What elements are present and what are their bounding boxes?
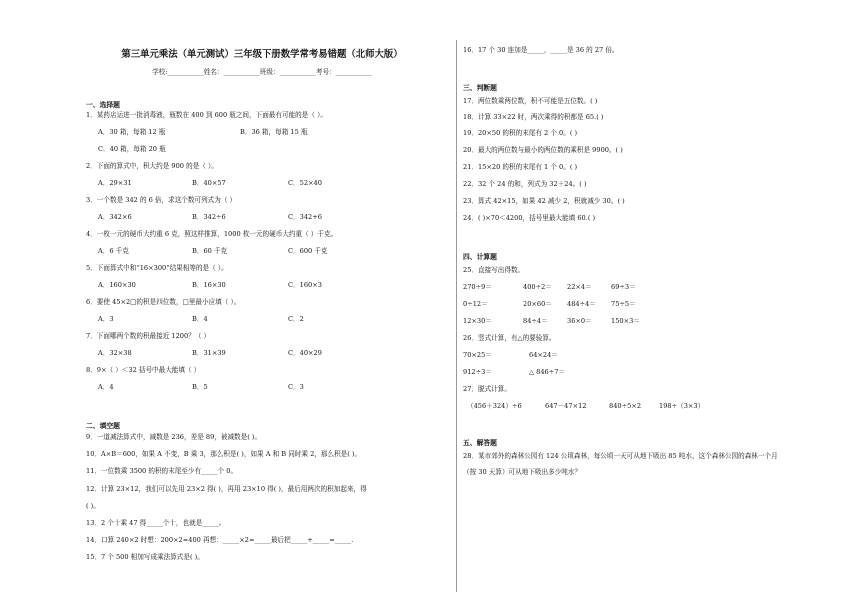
question-12: 12．计算 23×12，我们可以先用 23×2 得( )，再用 23×10 得( )，最后用两次的积加起来，得	[86, 485, 367, 493]
question-18: 18．计算 33×22 时，两次乘得的积都是 65.( )	[463, 113, 604, 121]
q7-option-b: B．31×39	[192, 349, 226, 357]
q3-option-c: C．342+6	[288, 213, 322, 221]
question-12-continued: ( )。	[86, 502, 100, 510]
question-28-continued: （按 30 天算）可从地下吸出多少吨水？	[463, 468, 582, 476]
step-calc-row	[467, 402, 704, 411]
calc-item: 0÷12＝	[463, 300, 488, 308]
step-calc-item: （456＋324）÷6	[467, 402, 522, 410]
student-info-line: 学校:___________姓名：___________班级：___________考号：___________	[152, 68, 372, 76]
q8-option-c: C．3	[288, 383, 304, 391]
q1-option-b: B．36 箱，每箱 15 瓶	[240, 128, 308, 136]
q7-option-a: A．32×38	[98, 349, 132, 357]
question-14: 14．口算 240×2 时想：200×2=400 再想：_____×2=_____最后把_____+_____=_____.	[86, 536, 354, 544]
question-21: 21．15×20 的积的末尾有 1 个 0。( )	[463, 163, 578, 171]
question-10: 10．A×B＝600，如果 A 不变，B 乘 3，那么积是( )，如果 A 和 B 同时乘 2，那么积是( )。	[86, 450, 362, 458]
section-heading-choice: 一、选择题	[86, 101, 120, 109]
q6-option-c: C．2	[288, 315, 304, 323]
section-heading-solve: 五、解答题	[463, 439, 497, 447]
step-calc-item: 840÷5×2	[609, 402, 642, 410]
calc-item: 20×60＝	[523, 300, 552, 308]
question-16: 16．17 个 30 连加是_____，_____是 36 的 27 倍。	[463, 46, 619, 54]
question-24: 24．( )×70＜4200，括号里最大能填 60.( )	[463, 214, 596, 222]
calc-item: 484÷4＝	[567, 300, 596, 308]
q3-option-b: B．342÷6	[192, 213, 226, 221]
question-2: 2．下面的算式中，积大约是 900 的是（ ）。	[86, 162, 218, 170]
question-28: 28．某市郊外的森林公园有 124 公顷森林，每公顷一天可从地下吸出 85 吨水，这个森林公园的森林一个月	[463, 452, 778, 460]
q6-option-b: B．4	[192, 315, 208, 323]
calc-item: 400÷2＝	[523, 283, 552, 291]
q3-option-a: A．342×6	[98, 213, 132, 221]
question-19: 19．20×50 的积的末尾有 2 个 0。( )	[463, 129, 578, 137]
q2-option-b: B．40×57	[192, 179, 226, 187]
q1-option-a: A．30 箱，每箱 12 瓶	[98, 128, 166, 136]
q4-option-b: B．60 千克	[192, 247, 228, 255]
q7-option-c: C．40×29	[288, 349, 322, 357]
question-3: 3．一个数是 342 的 6 倍，求这个数可列式为（ ）	[86, 196, 237, 204]
calc-item: 150×3＝	[611, 317, 640, 325]
q8-option-a: A．4	[98, 383, 114, 391]
calc-row	[463, 283, 636, 292]
calc-item: 75÷5＝	[611, 300, 636, 308]
column-divider	[456, 40, 457, 592]
vertical-calc-item: 912÷3＝	[463, 368, 492, 376]
q4-option-a: A．6 千克	[98, 247, 129, 255]
calc-item: 22×4＝	[567, 283, 592, 291]
question-5: 5．下面算式中和“16×300”结果相等的是（ ）。	[86, 264, 228, 272]
q5-option-b: B．16×30	[192, 281, 226, 289]
question-4: 4．一枚一元的硬币大约重 6 克，照这样推算，1000 枚一元的硬币大约重（ ）千克。	[86, 230, 338, 238]
q6-option-a: A．3	[98, 315, 114, 323]
question-8: 8．9×（ ）＜32 括号中最大能填（ ）	[86, 366, 201, 374]
calc-item: 84÷4＝	[523, 317, 548, 325]
question-17: 17．两位数乘两位数，积不可能是五位数。( )	[463, 97, 598, 105]
vertical-calc-row	[463, 351, 558, 360]
q5-option-c: C．160×3	[288, 281, 322, 289]
question-25: 25．直接写出得数。	[463, 266, 525, 274]
question-7: 7．下面哪两个数的积最接近 1200？（ ）	[86, 332, 211, 340]
q2-option-c: C．52×40	[288, 179, 322, 187]
question-26: 26．竖式计算，有△的要验算。	[463, 334, 556, 342]
step-calc-item: 198÷（3×3）	[659, 402, 705, 410]
q4-option-c: C．600 千克	[288, 247, 328, 255]
page-title: 第三单元乘法（单元测试）三年级下册数学常考易错题（北师大版）	[121, 49, 403, 60]
step-calc-item: 647－47×12	[545, 402, 587, 410]
calc-item: 12×30＝	[463, 317, 492, 325]
section-heading-fill: 二、填空题	[86, 422, 120, 430]
vertical-calc-row	[463, 368, 565, 377]
section-heading-judge: 三、判断题	[463, 84, 497, 92]
question-11: 11．一位数乘 3500 的积的末尾至少有_____个 0。	[86, 467, 238, 475]
vertical-calc-item: 64×24＝	[529, 351, 558, 359]
q5-option-a: A．160×30	[98, 281, 136, 289]
calc-row	[463, 300, 636, 309]
section-heading-calc: 四、计算题	[463, 253, 497, 261]
question-13: 13．2 个十乘 47 得_____个十，也就是_____。	[86, 519, 226, 527]
vertical-calc-item: △ 846÷7＝	[529, 368, 566, 376]
question-6: 6．要使 45×2□的积是四位数，□里最小应填（ ）。	[86, 298, 241, 306]
question-27: 27．脱式计算。	[463, 385, 511, 393]
calc-row	[463, 317, 640, 326]
question-22: 22．32 个 24 的和，列式为 32＋24。( )	[463, 180, 587, 188]
calc-item: 36×0＝	[567, 317, 592, 325]
question-9: 9．一道减法算式中，减数是 236，差是 89，被减数是( )。	[86, 433, 262, 441]
calc-item: 270÷9＝	[463, 283, 492, 291]
question-20: 20．最大的两位数与最小的两位数的乘积是 9900。( )	[463, 146, 623, 154]
q2-option-a: A．29×31	[98, 179, 132, 187]
calc-item: 69÷3＝	[611, 283, 636, 291]
vertical-calc-item: 70×25＝	[463, 351, 492, 359]
q8-option-b: B．5	[192, 383, 208, 391]
question-1: 1．某药店运进一批消毒液，瓶数在 400 到 600 瓶之间，下面最有可能的是（ ）。	[86, 111, 327, 119]
question-15: 15．7 个 500 相加写成乘法算式是( )。	[86, 553, 204, 561]
question-23: 23．算式 42×15，如果 42 减少 2，积就减少 30。( )	[463, 197, 625, 205]
q1-option-c: C．40 箱，每箱 20 瓶	[98, 145, 166, 153]
